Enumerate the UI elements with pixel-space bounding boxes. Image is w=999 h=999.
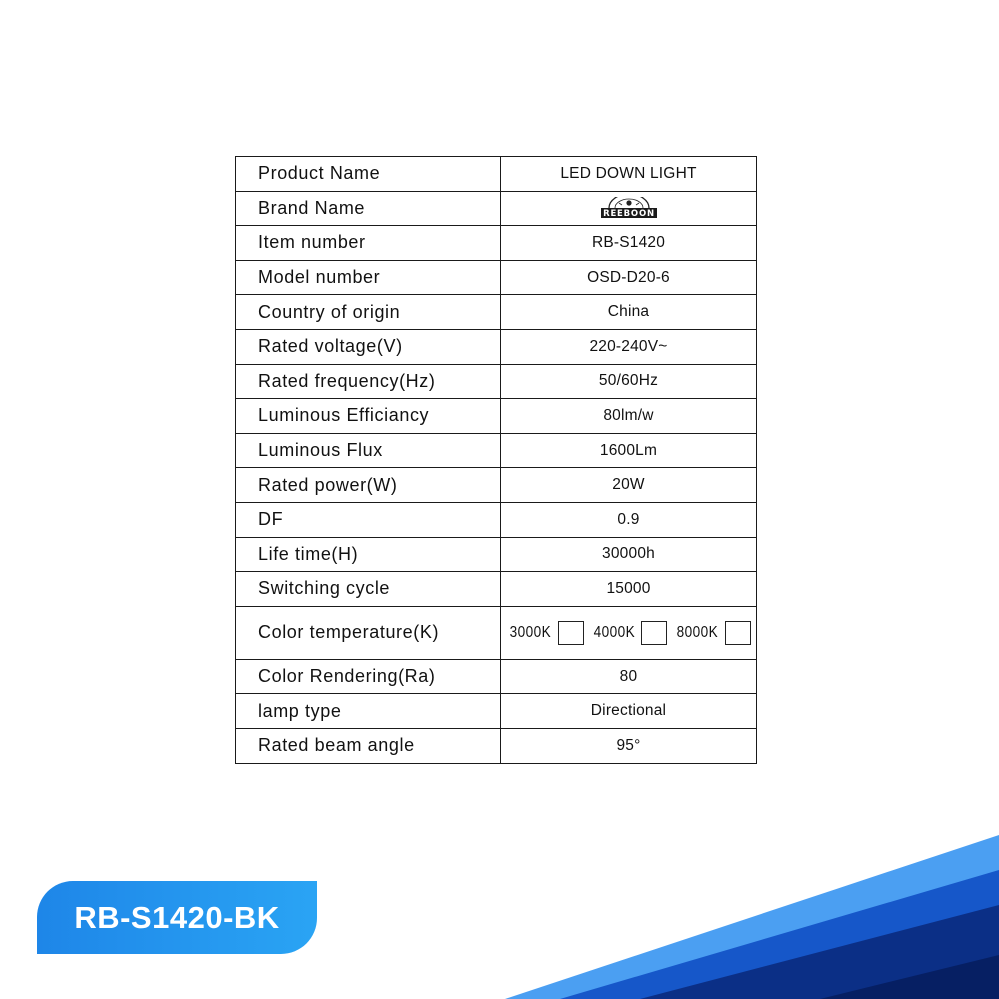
spec-label: Color temperature(K): [236, 606, 501, 659]
spec-table: [235, 156, 757, 764]
spec-row-lamp-type: [236, 694, 757, 729]
spec-label: Luminous Efficiancy: [236, 399, 501, 434]
spec-value: 80: [501, 659, 757, 694]
spec-value: 80lm/w: [501, 399, 757, 434]
spec-row-life-time: [236, 537, 757, 572]
spec-row-efficiency: [236, 399, 757, 434]
spec-label: Country of origin: [236, 295, 501, 330]
product-code-text: RB-S1420-BK: [74, 899, 280, 935]
spec-value: OSD-D20-6: [501, 260, 757, 295]
spec-row-brand-name: [236, 191, 757, 226]
spec-row-color-rendering: [236, 659, 757, 694]
spec-label: Color Rendering(Ra): [236, 659, 501, 694]
spec-row-country: [236, 295, 757, 330]
spec-label: Luminous Flux: [236, 433, 501, 468]
brand-logo-cell: [501, 191, 757, 226]
ct-option-3000k: [506, 621, 584, 645]
ct-checkbox: [725, 621, 751, 645]
spec-value: 30000h: [501, 537, 757, 572]
spec-label: Product Name: [236, 157, 501, 192]
ct-option-8000k: [673, 621, 751, 645]
spec-value: 50/60Hz: [501, 364, 757, 399]
spec-value: 0.9: [501, 502, 757, 537]
spec-row-voltage: [236, 329, 757, 364]
spec-label: Rated power(W): [236, 468, 501, 503]
spec-row-item-number: [236, 226, 757, 261]
spec-row-product-name: [236, 157, 757, 192]
spec-value: 95°: [501, 728, 757, 763]
spec-value: 1600Lm: [501, 433, 757, 468]
spec-row-df: [236, 502, 757, 537]
spec-value: Directional: [501, 694, 757, 729]
spec-row-model-number: [236, 260, 757, 295]
spec-row-color-temperature: [236, 606, 757, 659]
spec-label: lamp type: [236, 694, 501, 729]
spec-row-power: [236, 468, 757, 503]
ct-option-label: 4000K: [593, 623, 635, 641]
spec-row-beam-angle: [236, 728, 757, 763]
spec-label: Rated frequency(Hz): [236, 364, 501, 399]
ct-checkbox: [558, 621, 584, 645]
spec-label: Brand Name: [236, 191, 501, 226]
color-temperature-options: [501, 606, 757, 659]
spec-value: China: [501, 295, 757, 330]
spec-label: Model number: [236, 260, 501, 295]
spec-value: LED DOWN LIGHT: [501, 157, 757, 192]
spec-value: 15000: [501, 572, 757, 607]
brand-logo: [599, 197, 659, 219]
spec-label: Rated voltage(V): [236, 329, 501, 364]
ct-option-4000k: [590, 621, 668, 645]
ct-checkbox: [641, 621, 667, 645]
product-code-tag: [37, 881, 317, 954]
brand-logo-text: REEBOON: [602, 209, 655, 220]
spec-row-flux: [236, 433, 757, 468]
spec-label: Life time(H): [236, 537, 501, 572]
spec-label: Rated beam angle: [236, 728, 501, 763]
spec-value: 20W: [501, 468, 757, 503]
spec-label: DF: [236, 502, 501, 537]
spec-label: Switching cycle: [236, 572, 501, 607]
spec-value: RB-S1420: [501, 226, 757, 261]
spec-value: 220-240V~: [501, 329, 757, 364]
ct-option-label: 8000K: [677, 623, 719, 641]
ct-option-label: 3000K: [509, 623, 551, 641]
spec-row-switching-cycle: [236, 572, 757, 607]
spec-row-frequency: [236, 364, 757, 399]
spec-label: Item number: [236, 226, 501, 261]
